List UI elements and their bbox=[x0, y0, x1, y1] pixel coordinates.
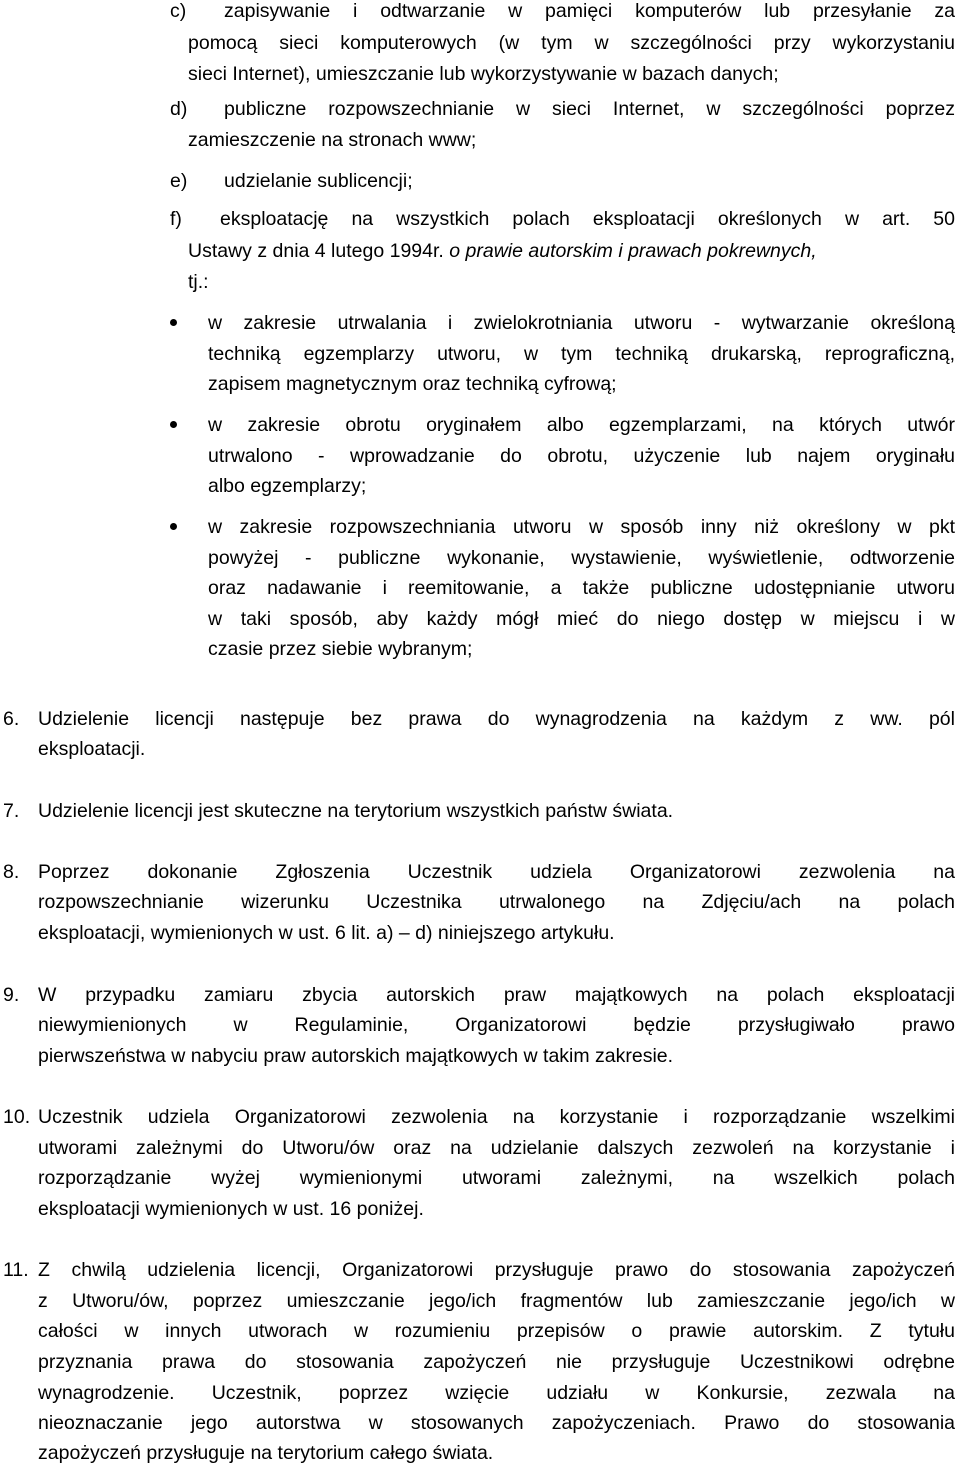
point-line: eksploatacji wymienionych w ust. 16 poniżej. bbox=[38, 1198, 424, 1220]
point-line: zapożyczeń przysługuje na terytorium całego świata. bbox=[38, 1442, 494, 1464]
point-line: Poprzez dokonanie Zgłoszenia Uczestnik udziela Organizatorowi zezwolenia na bbox=[38, 861, 955, 883]
bullet-line: czasie przez siebie wybranym; bbox=[208, 638, 473, 660]
point-line: Uczestnik udziela Organizatorowi zezwolenia na korzystanie i rozporządzanie wszelkimi bbox=[38, 1106, 955, 1128]
bullet-line: zapisem magnetycznym oraz techniką cyfrową; bbox=[208, 373, 617, 395]
bullet-line: w zakresie rozpowszechniania utworu w sposób inny niż określony w pkt bbox=[208, 516, 955, 538]
item-f-law-title: o prawie autorskim i prawach pokrewnych, bbox=[449, 240, 817, 262]
item-c-marker: c) bbox=[170, 0, 187, 22]
point-number: 9. bbox=[3, 984, 20, 1006]
bullet-line: oraz nadawanie i reemitowanie, a także publiczne udostępnianie utworu bbox=[208, 577, 955, 599]
item-d-line: zamieszczenie na stronach www; bbox=[188, 129, 477, 151]
bullet-line: powyżej - publiczne wykonanie, wystawienie, wyświetlenie, odtworzenie bbox=[208, 547, 955, 569]
bullet-line: albo egzemplarzy; bbox=[208, 475, 367, 497]
bullet-line: w zakresie obrotu oryginałem albo egzemplarzami, na których utwór bbox=[208, 414, 955, 436]
point-line: eksploatacji. bbox=[38, 738, 146, 760]
point-line: nieoznaczanie jego autorstwa w stosowanych zapożyczeniach. Prawo do stosowania bbox=[38, 1412, 955, 1434]
point-line: Udzielenie licencji następuje bez prawa do wynagrodzenia na każdym z ww. pól bbox=[38, 708, 955, 730]
bullet-line: w taki sposób, aby każdy mógł mieć do niego dostęp w miejscu i w bbox=[208, 608, 955, 630]
point-number: 7. bbox=[3, 800, 20, 822]
point-line: Z chwilą udzielenia licencji, Organizatorowi przysługuje prawo do stosowania zapożyczeń bbox=[38, 1259, 955, 1281]
bullet-line: utrwalono - wprowadzanie do obrotu, użyczenie lub najem oryginału bbox=[208, 445, 955, 467]
item-c-line: zapisywanie i odtwarzanie w pamięci komputerów lub przesyłanie za bbox=[224, 0, 955, 22]
point-line: całości w innych utworach w rozumieniu przepisów o prawie autorskim. Z tytułu bbox=[38, 1320, 955, 1342]
item-d-line: publiczne rozpowszechnianie w sieci Internet, w szczególności poprzez bbox=[224, 98, 955, 120]
point-line: utworami zależnymi do Utworu/ów oraz na udzielanie dalszych zezwoleń na korzystanie i bbox=[38, 1137, 955, 1159]
point-line: przyznania prawa do stosowania zapożyczeń nie przysługuje Uczestnikowi odrębne bbox=[38, 1351, 955, 1373]
item-e-line: udzielanie sublicencji; bbox=[224, 170, 413, 192]
bullet-line: w zakresie utrwalania i zwielokrotniania utworu - wytwarzanie określoną bbox=[208, 312, 955, 334]
point-line: pierwszeństwa w nabyciu praw autorskich majątkowych w takim zakresie. bbox=[38, 1045, 674, 1067]
point-number: 6. bbox=[3, 708, 20, 730]
point-line: W przypadku zamiaru zbycia autorskich praw majątkowych na polach eksploatacji bbox=[38, 984, 955, 1006]
bullet-line: techniką egzemplarzy utworu, w tym techniką drukarską, reprograficzną, bbox=[208, 343, 955, 365]
item-f-text: Ustawy z dnia 4 lutego 1994r. bbox=[188, 240, 444, 262]
bullet-marker bbox=[170, 319, 177, 326]
bullet-marker bbox=[170, 421, 177, 428]
point-number: 10. bbox=[3, 1106, 31, 1128]
point-line: rozpowszechnianie wizerunku Uczestnika utrwalonego na Zdjęciu/ach na polach bbox=[38, 891, 955, 913]
item-f-line: tj.: bbox=[188, 271, 209, 293]
bullet-marker bbox=[170, 523, 177, 530]
item-f-line: eksploatację na wszystkich polach eksploatacji określonych w art. 50 bbox=[220, 208, 955, 230]
point-line: wynagrodzenie. Uczestnik, poprzez wzięcie udziału w Konkursie, zezwala na bbox=[38, 1382, 955, 1404]
point-line: Udzielenie licencji jest skuteczne na terytorium wszystkich państw świata. bbox=[38, 800, 674, 822]
item-c-line: sieci Internet), umieszczanie lub wykorzystywanie w bazach danych; bbox=[188, 63, 779, 85]
point-number: 11. bbox=[3, 1259, 29, 1281]
item-e-marker: e) bbox=[170, 170, 188, 192]
point-line: niewymienionych w Regulaminie, Organizatorowi będzie przysługiwało prawo bbox=[38, 1014, 955, 1036]
point-number: 8. bbox=[3, 861, 20, 883]
item-f-marker: f) bbox=[170, 208, 182, 230]
point-line: rozporządzanie wyżej wymienionymi utworami zależnymi, na wszelkich polach bbox=[38, 1167, 955, 1189]
point-line: eksploatacji, wymienionych w ust. 6 lit. a) – d) niniejszego artykułu. bbox=[38, 922, 615, 944]
item-d-marker: d) bbox=[170, 98, 188, 120]
item-f-line bbox=[188, 240, 817, 262]
point-line: z Utworu/ów, poprzez umieszczanie jego/ich fragmentów lub zamieszczanie jego/ich w bbox=[38, 1290, 955, 1312]
item-c-line: pomocą sieci komputerowych (w tym w szczególności przy wykorzystaniu bbox=[188, 32, 955, 54]
